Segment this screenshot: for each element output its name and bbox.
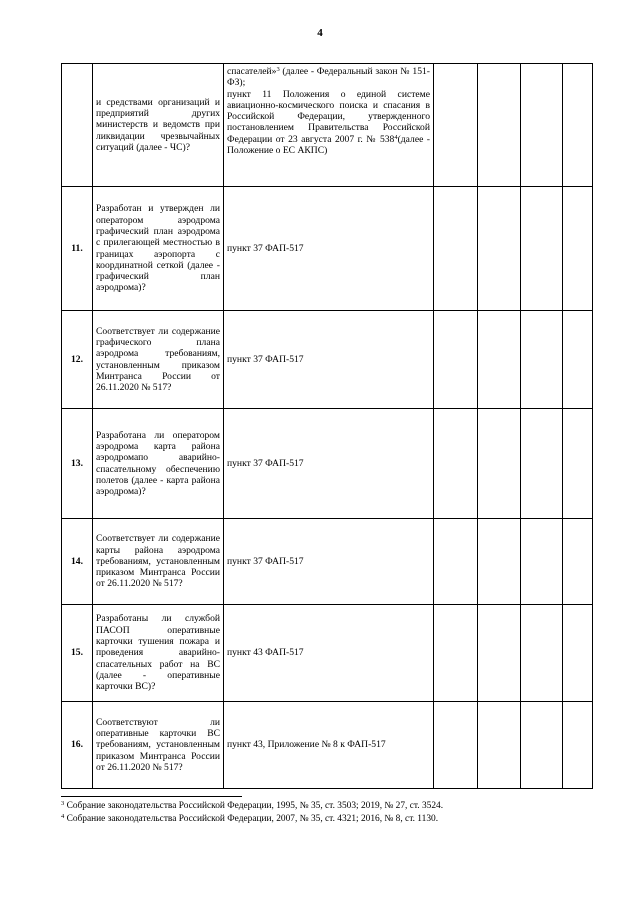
reference-text: (далее - Положение о ЕС АКПС) xyxy=(227,133,430,157)
empty-cell xyxy=(521,605,563,702)
table-row xyxy=(62,519,593,605)
footnote xyxy=(61,800,592,813)
empty-cell xyxy=(563,702,593,789)
empty-cell xyxy=(434,409,478,519)
footnote-mark: 3 xyxy=(276,66,280,73)
reference-cell xyxy=(224,64,434,187)
empty-cell xyxy=(434,702,478,789)
empty-cell xyxy=(434,519,478,605)
empty-cell xyxy=(521,187,563,311)
row-number-cell: 12. xyxy=(62,311,93,409)
reference-cell: пункт 37 ФАП-517 xyxy=(224,519,434,605)
empty-cell xyxy=(478,187,521,311)
reference-cell: пункт 43 ФАП-517 xyxy=(224,605,434,702)
empty-cell xyxy=(521,702,563,789)
footnote-divider xyxy=(61,796,242,797)
reference-cell: пункт 43, Приложение № 8 к ФАП-517 xyxy=(224,702,434,789)
reference-text: спасателей» xyxy=(227,66,277,77)
empty-cell xyxy=(563,187,593,311)
question-cell: Разработана ли оператором аэродрома карта района аэродромапо аварийно-спасательному обеспечению полетов (далее - карта района аэродрома)? xyxy=(93,409,224,519)
empty-cell xyxy=(563,64,593,187)
empty-cell xyxy=(563,519,593,605)
row-number-cell: 14. xyxy=(62,519,93,605)
reference-text: пункт 11 Положения о единой системе авиационно-космического поиска и спасания в Российской Федерации, утвержденного постановлением Правительства Российской Федерации от 23 августа 2007 г. № 538 xyxy=(227,88,430,145)
table-row xyxy=(62,702,593,789)
checklist-table xyxy=(61,63,593,789)
empty-cell xyxy=(563,605,593,702)
footnote-mark: 4 xyxy=(61,812,65,820)
empty-cell xyxy=(434,64,478,187)
footnote xyxy=(61,813,592,826)
table-row xyxy=(62,409,593,519)
page-number: 4 xyxy=(317,27,323,39)
empty-cell xyxy=(478,409,521,519)
empty-cell xyxy=(434,605,478,702)
empty-cell xyxy=(478,519,521,605)
empty-cell xyxy=(521,409,563,519)
row-number-cell: 15. xyxy=(62,605,93,702)
question-cell: Соответствуют ли оперативные карточки ВС требованиям, установленным приказом Минтранса России от 26.11.2020 № 517? xyxy=(93,702,224,789)
table-row xyxy=(62,64,593,187)
empty-cell xyxy=(563,311,593,409)
question-cell: Соответствует ли содержание графического плана аэродрома требованиям, установленным приказом Минтранса России от 26.11.2020 № 517? xyxy=(93,311,224,409)
footnote-mark: 3 xyxy=(61,800,65,807)
empty-cell xyxy=(478,311,521,409)
reference-cell: пункт 37 ФАП-517 xyxy=(224,409,434,519)
empty-cell xyxy=(521,311,563,409)
table-row xyxy=(62,605,593,702)
empty-cell xyxy=(521,64,563,187)
question-cell: Разработан и утвержден ли оператором аэродрома графический план аэродрома с прилегающей местностью в границах аэропорта с координатной сеткой (далее - графический план аэродрома)? xyxy=(93,187,224,311)
empty-cell xyxy=(563,409,593,519)
table-row xyxy=(62,187,593,311)
footnote-text: Собрание законодательства Российской Федерации, 1995, № 35, ст. 3503; 2019, № 27, ст. 3524. xyxy=(64,801,444,811)
row-number-cell: 13. xyxy=(62,409,93,519)
empty-cell xyxy=(478,702,521,789)
row-number-cell: 11. xyxy=(62,187,93,311)
question-cell: и средствами организаций и предприятий других министерств и ведомств при ликвидации чрезвычайных ситуаций (далее - ЧС)? xyxy=(93,64,224,187)
empty-cell xyxy=(521,519,563,605)
empty-cell xyxy=(434,311,478,409)
row-number-cell: 16. xyxy=(62,702,93,789)
footnote-mark: 4 xyxy=(394,133,398,141)
table-row xyxy=(62,311,593,409)
footnote-text: Собрание законодательства Российской Федерации, 2007, № 35, ст. 4321; 2016, № 8, ст. 1130. xyxy=(64,813,439,824)
reference-cell: пункт 37 ФАП-517 xyxy=(224,311,434,409)
empty-cell xyxy=(478,605,521,702)
empty-cell xyxy=(434,187,478,311)
reference-cell: пункт 37 ФАП-517 xyxy=(224,187,434,311)
empty-cell xyxy=(478,64,521,187)
row-number-cell xyxy=(62,64,93,187)
question-cell: Соответствует ли содержание карты района аэродрома требованиям, установленным приказом Минтранса России от 26.11.2020 № 517? xyxy=(93,519,224,605)
footnotes xyxy=(61,800,592,825)
reference-text: (далее - Федеральный закон № 151-ФЗ); xyxy=(227,66,430,89)
question-cell: Разработаны ли службой ПАСОП оперативные карточки тушения пожара и проведения аварийно-спасательных работ на ВС (далее - оперативные карточки ВС)? xyxy=(93,605,224,702)
